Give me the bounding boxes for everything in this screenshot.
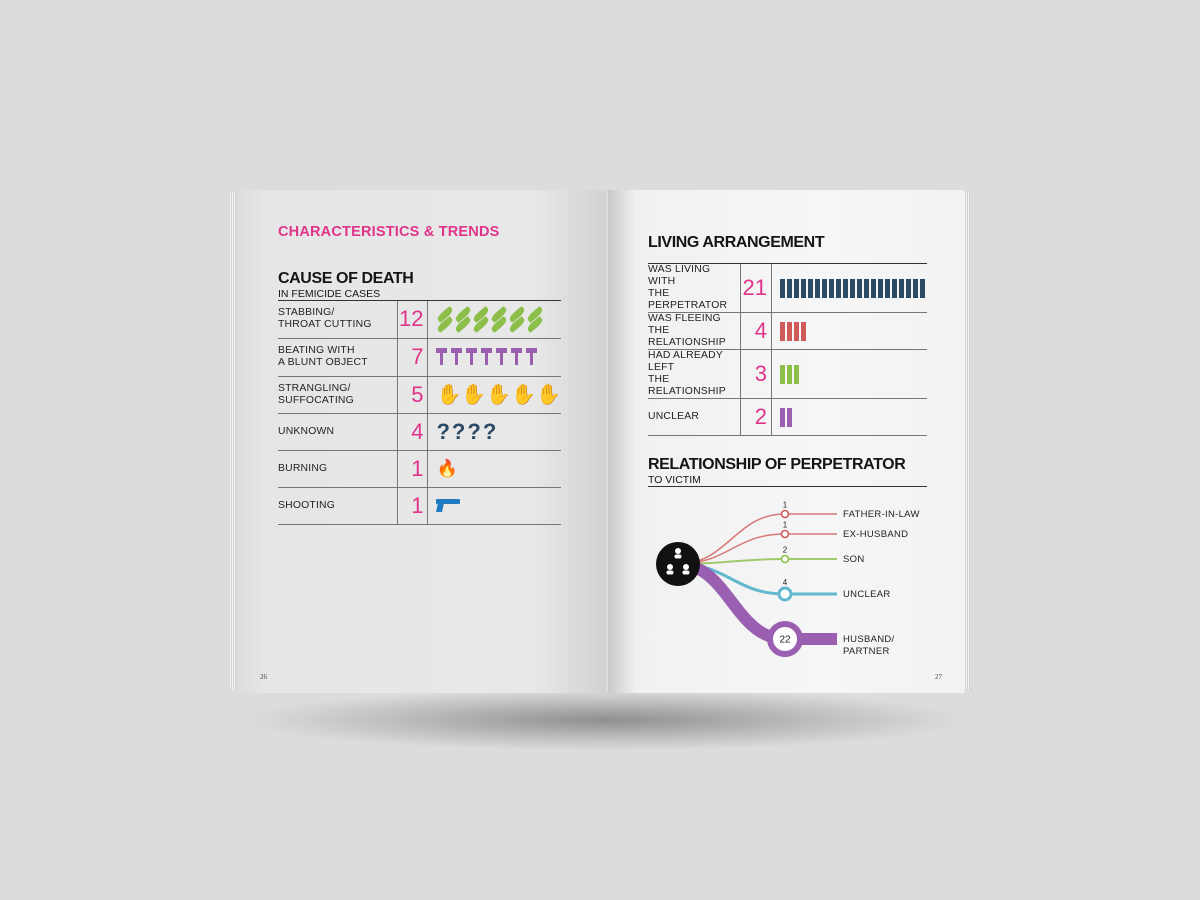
living-row <box>648 313 927 350</box>
tally-bar <box>822 279 827 298</box>
person-icon <box>683 564 689 570</box>
tally-bar <box>815 279 820 298</box>
person-body-icon <box>667 571 674 575</box>
relationship-label: HUSBAND/ <box>843 634 895 645</box>
cause-row <box>278 301 561 338</box>
relationship-node <box>779 588 791 600</box>
hammer-icon <box>511 348 522 365</box>
relationship-node <box>782 531 789 538</box>
tally-bar <box>899 279 904 298</box>
cause-icons <box>428 487 561 524</box>
page-edges-right <box>964 192 970 690</box>
tally-bar <box>787 279 792 298</box>
living-count: 4 <box>741 313 772 350</box>
glove-icon: ✋ <box>511 383 537 406</box>
tally-bar <box>794 279 799 298</box>
living-bars <box>772 264 928 313</box>
cause-label: UNKNOWN <box>278 413 397 450</box>
relationship-subtitle: TO VICTIM <box>648 474 701 486</box>
living-bars <box>772 350 928 399</box>
relationship-title-rule <box>648 486 927 487</box>
cause-row <box>278 413 561 450</box>
tally-bar <box>787 322 792 341</box>
tally-bar <box>801 279 806 298</box>
tally-bar <box>829 279 834 298</box>
relationship-label: FATHER-IN-LAW <box>843 509 920 520</box>
tally-bar <box>780 279 785 298</box>
relationship-label: UNCLEAR <box>843 589 891 600</box>
tally-bar <box>780 365 785 384</box>
tally-bar <box>836 279 841 298</box>
cause-label: SHOOTING <box>278 487 397 524</box>
tally-bar <box>871 279 876 298</box>
book-shadow <box>250 690 960 750</box>
cause-label: BEATING WITH A BLUNT OBJECT <box>278 338 397 376</box>
tally-bar <box>906 279 911 298</box>
living-count: 21 <box>741 264 772 313</box>
relationship-count: 22 <box>779 634 791 646</box>
cause-of-death-table <box>278 301 561 525</box>
tally-bar <box>801 322 806 341</box>
cause-icons <box>428 338 561 376</box>
living-row <box>648 399 927 436</box>
cause-label: STRANGLING/ SUFFOCATING <box>278 376 397 413</box>
cause-count: 4 <box>397 413 428 450</box>
tally-bar <box>913 279 918 298</box>
cause-row <box>278 376 561 413</box>
page-number-right: 27 <box>935 673 942 681</box>
living-label: WAS LIVING WITH THE PERPETRATOR <box>648 264 741 313</box>
tally-bar <box>878 279 883 298</box>
hammer-icon <box>526 348 537 365</box>
glove-icon: ✋ <box>436 383 462 406</box>
person-icon <box>675 548 681 554</box>
living-bars <box>772 399 928 436</box>
cause-row <box>278 338 561 376</box>
cause-of-death-subtitle: IN FEMICIDE CASES <box>278 288 381 300</box>
living-bars <box>772 313 928 350</box>
page-number-left: 26 <box>260 673 267 681</box>
relationship-title: RELATIONSHIP OF PERPETRATOR <box>648 456 906 473</box>
tally-bar <box>787 365 792 384</box>
cause-count: 1 <box>397 487 428 524</box>
flame-icon: 🔥 <box>436 458 458 478</box>
tally-bar <box>892 279 897 298</box>
question-mark-icon: ? <box>451 418 466 444</box>
cause-label: BURNING <box>278 450 397 487</box>
living-row <box>648 350 927 399</box>
relationship-node <box>782 511 789 518</box>
cause-label: STABBING/ THROAT CUTTING <box>278 301 397 338</box>
knife-icon-grid <box>436 311 561 328</box>
tally-bar <box>794 322 799 341</box>
tally-bar <box>920 279 925 298</box>
hammer-icon <box>481 348 492 365</box>
living-arrangement-title: LIVING ARRANGEMENT <box>648 234 825 251</box>
tally-bar <box>780 408 785 427</box>
tally-bar <box>794 365 799 384</box>
relationship-link <box>678 564 837 639</box>
living-label: WAS FLEEING THE RELATIONSHIP <box>648 313 741 350</box>
living-label: HAD ALREADY LEFT THE RELATIONSHIP <box>648 350 741 399</box>
living-label: UNCLEAR <box>648 399 741 436</box>
cause-row <box>278 487 561 524</box>
relationship-label-line2: PARTNER <box>843 646 890 657</box>
tally-bar <box>843 279 848 298</box>
cause-icons <box>428 376 561 413</box>
relationship-link <box>678 514 837 564</box>
cause-row <box>278 450 561 487</box>
cause-count: 5 <box>397 376 428 413</box>
living-count: 2 <box>741 399 772 436</box>
relationship-diagram <box>608 490 964 660</box>
relationship-count: 2 <box>782 545 788 555</box>
relationship-count: 1 <box>782 520 788 530</box>
living-row <box>648 264 927 313</box>
relationship-count: 1 <box>782 500 788 510</box>
relationship-count: 4 <box>782 578 788 587</box>
gun-icon <box>436 498 460 512</box>
hammer-icon <box>466 348 477 365</box>
person-body-icon <box>683 571 690 575</box>
tally-bar <box>808 279 813 298</box>
section-title: CHARACTERISTICS & TRENDS <box>278 224 500 240</box>
glove-icon: ✋ <box>486 383 512 406</box>
glove-icon: ✋ <box>536 383 561 406</box>
left-page <box>236 190 606 693</box>
cause-of-death-title: CAUSE OF DEATH <box>278 270 414 287</box>
question-mark-icon: ? <box>467 418 481 444</box>
person-body-icon <box>675 555 682 559</box>
hammer-icon <box>451 348 462 365</box>
tally-bar <box>787 408 792 427</box>
relationship-label: EX-HUSBAND <box>843 529 909 540</box>
right-page <box>608 190 964 693</box>
glove-icon: ✋ <box>461 383 487 406</box>
hammer-icon <box>496 348 507 365</box>
tally-bar <box>864 279 869 298</box>
cause-count: 1 <box>397 450 428 487</box>
tally-bar <box>850 279 855 298</box>
living-arrangement-table <box>648 264 927 436</box>
question-mark-icon: ? <box>482 418 497 444</box>
relationship-node <box>782 556 789 563</box>
cause-count: 12 <box>397 301 428 338</box>
living-count: 3 <box>741 350 772 399</box>
hammer-icon <box>436 348 447 365</box>
cause-icons <box>428 450 561 487</box>
tally-bar <box>780 322 785 341</box>
relationship-label: SON <box>843 554 865 565</box>
tally-bar <box>857 279 862 298</box>
cause-count: 7 <box>397 338 428 376</box>
cause-icons <box>428 413 561 450</box>
cause-icons <box>428 301 561 338</box>
question-mark-icon: ? <box>436 418 450 444</box>
tally-bar <box>885 279 890 298</box>
person-icon <box>667 564 673 570</box>
